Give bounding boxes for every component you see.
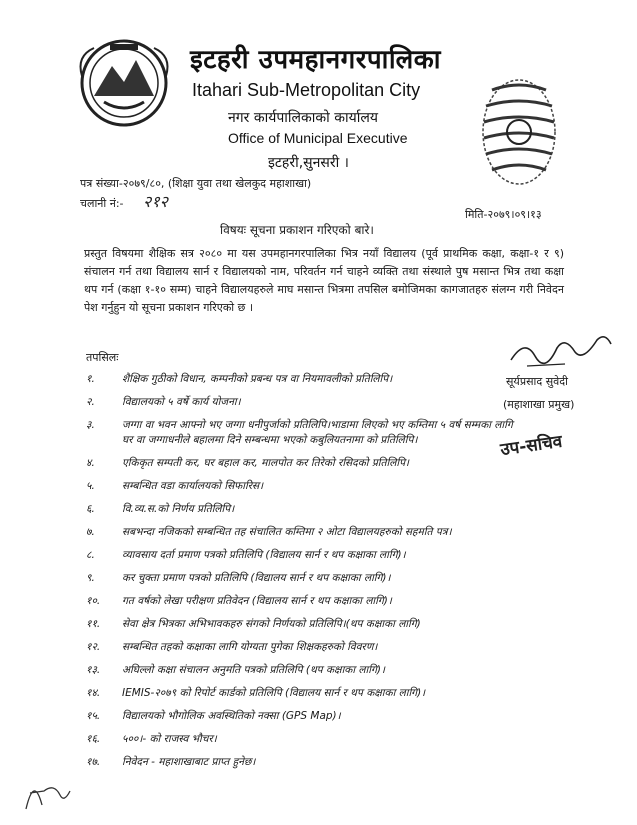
- details-label: तपसिलः: [86, 351, 119, 364]
- item-number: १६.: [86, 733, 101, 745]
- item-text: विद्यालयको भौगोलिक अवस्थितिको नक्सा (GPS Map)।: [122, 710, 341, 722]
- item-number: ५.: [86, 480, 95, 492]
- signatory-name: सूर्यप्रसाद सुवेदी: [506, 375, 568, 388]
- designation-stamp: उप-सचिव: [499, 431, 564, 461]
- item-number: २.: [86, 396, 95, 408]
- nepal-emblem-icon: [74, 36, 174, 130]
- letter-subject: विषयः सूचना प्रकाशन गरिएको बारे।: [220, 223, 374, 237]
- item-text: एकिकृत सम्पती कर, घर बहाल कर, मालपोत कर तिरेको रसिदको प्रतिलिपि।: [122, 457, 410, 469]
- item-text: शैक्षिक गुठीको विधान, कम्पनीको प्रबन्ध पत्र वा नियमावलीको प्रतिलिपि।: [122, 373, 393, 385]
- item-number: ३.: [86, 419, 95, 431]
- office-name-english: Office of Municipal Executive: [228, 130, 408, 146]
- list-item: [86, 548, 526, 563]
- signatory-title: (महाशाखा प्रमुख): [503, 398, 575, 411]
- item-number: १३.: [86, 664, 101, 676]
- signature-icon: [505, 328, 615, 372]
- item-number: ८.: [86, 549, 95, 561]
- list-item: [86, 525, 526, 540]
- item-text: निवेदन - महाशाखाबाट प्राप्त हुनेछ।: [122, 756, 256, 768]
- list-item: [86, 663, 526, 678]
- item-text: सम्बन्धित वडा कार्यालयको सिफारिस।: [122, 480, 264, 492]
- item-text: व्यावसाय दर्ता प्रमाण पत्रको प्रतिलिपि (विद्यालय सार्न र थप कक्षाका लागि)।: [122, 549, 406, 561]
- list-item: [86, 732, 526, 747]
- item-number: ४.: [86, 457, 95, 469]
- item-number: १४.: [86, 687, 101, 699]
- item-number: ११.: [86, 618, 101, 630]
- office-address: इटहरी,सुनसरी ।: [268, 155, 349, 171]
- office-title-english: Itahari Sub-Metropolitan City: [192, 80, 421, 100]
- list-item: [86, 617, 526, 632]
- list-item: [86, 372, 526, 387]
- list-item: [86, 594, 526, 609]
- office-title-nepali: इटहरी उपमहानगरपालिका: [190, 45, 441, 75]
- item-number: ६.: [86, 503, 95, 515]
- initials-icon: [20, 765, 72, 815]
- item-text: कर चुक्ता प्रमाण पत्रको प्रतिलिपि (विद्यालय सार्न र थप कक्षाका लागि)।: [122, 572, 391, 584]
- dispatch-number-value: २१२: [143, 192, 168, 211]
- item-text: वि.व्य.स.को निर्णय प्रतिलिपि।: [122, 503, 235, 515]
- list-item: [86, 502, 526, 517]
- item-text: जग्गा वा भवन आफ्नो भए जग्गा धनीपुर्जाको प्रतिलिपि।भाडामा लिएको भए कम्तिमा ५ वर्ष सम्मका लागि घर वा जग्गाधनीले बहालमा दिने सम्बन्धमा भएको कबुलियतनामा को प्रतिलिपि।: [122, 419, 513, 446]
- dispatch-number-label: चलानी नं:-: [80, 197, 124, 210]
- item-text: IEMIS-२०७९ को रिपोर्ट कार्डको प्रतिलिपि (विद्यालय सार्न र थप कक्षाका लागि)।: [122, 687, 426, 699]
- item-text: अघिल्लो कक्षा संचालन अनुमति पत्रको प्रतिलिपि (थप कक्षाका लागि)।: [122, 664, 385, 676]
- item-number: ९.: [86, 572, 95, 584]
- item-text: सेवा क्षेत्र भित्रका अभिभावकहरु संगको निर्णयको प्रतिलिपि।(थप कक्षाका लागि): [122, 618, 421, 630]
- list-item: [86, 571, 526, 586]
- item-text: सम्बन्धित तहको कक्षाका लागि योग्यता पुगेका शिक्षकहरुको विवरण।: [122, 641, 378, 653]
- letter-number: पत्र संख्या-२०७९/८०, (शिक्षा युवा तथा खेलकुद महाशाखा): [80, 177, 312, 190]
- item-text: गत वर्षको लेखा परीक्षण प्रतिवेदन (विद्यालय सार्न र थप कक्षाका लागि)।: [122, 595, 392, 607]
- item-text: ५००।- को राजस्व भौचर।: [122, 733, 217, 745]
- item-number: १५.: [86, 710, 101, 722]
- required-documents-list: [86, 372, 526, 778]
- list-item: [86, 709, 526, 724]
- office-name-nepali: नगर कार्यपालिकाको कार्यालय: [228, 110, 378, 126]
- item-number: १२.: [86, 641, 101, 653]
- item-number: ७.: [86, 526, 95, 538]
- item-number: १.: [86, 373, 95, 385]
- list-item: [86, 755, 526, 770]
- letter-date: मिति-२०७९।०९।१३: [465, 208, 542, 221]
- item-text: सबभन्दा नजिकको सम्बन्धित तह संचालित कम्तिमा २ ओटा विद्यालयहरुको सहमति पत्र।: [122, 526, 452, 538]
- item-number: १०.: [86, 595, 101, 607]
- office-seal-icon: [478, 76, 560, 188]
- list-item: [86, 479, 526, 494]
- list-item: [86, 640, 526, 655]
- list-item: [86, 456, 526, 471]
- list-item: [86, 395, 526, 410]
- list-item: [86, 686, 526, 701]
- list-item: [86, 418, 526, 448]
- item-text: विद्यालयको ५ वर्षे कार्य योजना।: [122, 396, 241, 408]
- item-number: १७.: [86, 756, 101, 768]
- notice-body: प्रस्तुत विषयमा शैक्षिक सत्र २०८० मा यस उपमहानगरपालिका भित्र नयाँ विद्यालय (पूर्व प्राथमिक कक्षा, कक्षा-१ र ९) संचालन गर्न तथा विद्यालय सार्न र विद्यालयको नाम, परिवर्तन गर्न चाहने व्यक्ति तथा संस्थाले पुष मसान्त भित्र तथा कक्षा थप गर्न (कक्षा १-१० सम्म) चाहने विद्यालयहरुले माघ मसान्त भित्रमा तपसिल बमोजिमका कागजातहरु संलग्न गरी निवेदन पेश गर्नुहुन यो सूचना प्रकाशन गरिएको छ ।: [84, 247, 564, 314]
